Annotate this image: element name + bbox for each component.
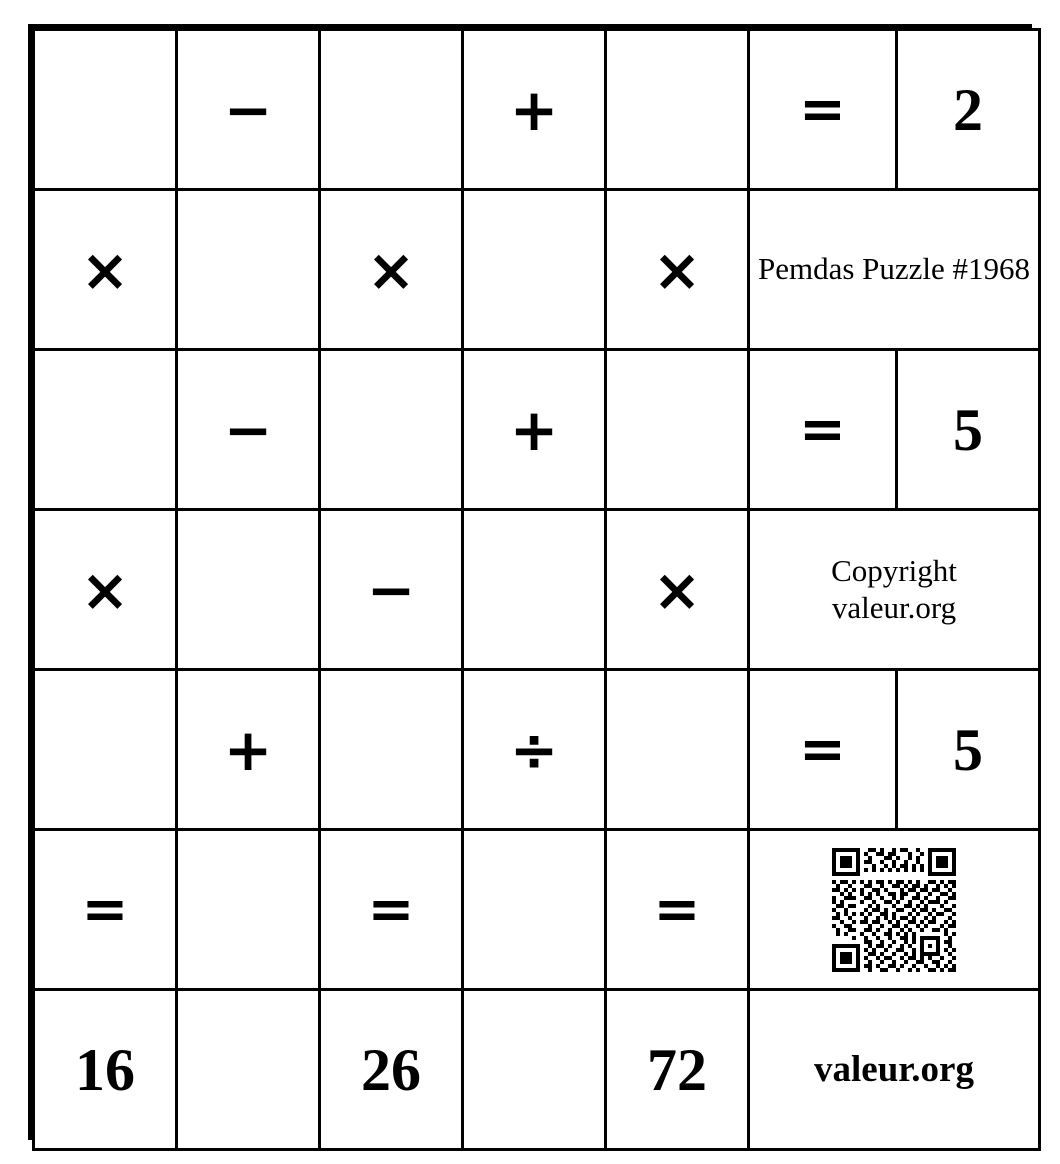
cell-equals-r5 — [749, 670, 897, 830]
multiply-icon: × — [652, 235, 702, 304]
cell-column-total-1 — [34, 990, 177, 1150]
cell-blocked-r2c4 — [463, 190, 606, 350]
table-row — [34, 990, 1040, 1150]
cell-equals-r3 — [749, 350, 897, 510]
result-value: 5 — [953, 716, 983, 783]
minus-icon: − — [223, 395, 273, 464]
cell-column-total-3 — [606, 990, 749, 1150]
multiply-icon: × — [80, 235, 130, 304]
plus-icon: + — [509, 75, 559, 144]
cell-blocked-r7c2 — [177, 990, 320, 1150]
cell-operator-r5c2 — [177, 670, 320, 830]
multiply-icon: × — [652, 555, 702, 624]
cell-operand-r3c1[interactable] — [34, 350, 177, 510]
cell-operator-r2c5 — [606, 190, 749, 350]
puzzle-grid-border — [28, 24, 1032, 1140]
table-row — [34, 510, 1040, 670]
cell-operator-r4c5 — [606, 510, 749, 670]
result-value: 2 — [953, 76, 983, 143]
pemdas-puzzle-grid — [32, 28, 1041, 1151]
cell-operator-r4c3 — [320, 510, 463, 670]
equals-icon: = — [81, 876, 129, 942]
equals-icon: = — [653, 876, 701, 942]
table-row — [34, 670, 1040, 830]
cell-operand-r1c1[interactable] — [34, 30, 177, 190]
cell-operator-r1c4 — [463, 30, 606, 190]
cell-operator-r2c3 — [320, 190, 463, 350]
cell-operand-r1c3[interactable] — [320, 30, 463, 190]
cell-operand-r3c5[interactable] — [606, 350, 749, 510]
result-value: 5 — [953, 396, 983, 463]
cell-blocked-r4c4 — [463, 510, 606, 670]
cell-operator-r3c2 — [177, 350, 320, 510]
cell-equals-r1 — [749, 30, 897, 190]
copyright-cell — [749, 510, 1040, 670]
cell-blocked-r4c2 — [177, 510, 320, 670]
copyright-line-2: valeur.org — [831, 589, 957, 625]
divide-icon: ÷ — [509, 715, 559, 784]
cell-result-r5 — [897, 670, 1040, 830]
cell-operator-r2c1 — [34, 190, 177, 350]
copyright-line-1: Copyright — [831, 552, 957, 588]
cell-result-r1 — [897, 30, 1040, 190]
equals-icon: = — [799, 76, 846, 142]
cell-column-total-2 — [320, 990, 463, 1150]
puzzle-title: Pemdas Puzzle #1968 — [757, 251, 1031, 287]
cell-operator-r1c2 — [177, 30, 320, 190]
table-row — [34, 190, 1040, 350]
cell-operand-r5c5[interactable] — [606, 670, 749, 830]
total-value: 26 — [361, 1036, 421, 1103]
table-row — [34, 830, 1040, 990]
cell-operand-r3c3[interactable] — [320, 350, 463, 510]
table-row — [34, 30, 1040, 190]
minus-icon: − — [366, 555, 416, 624]
brand-cell[interactable] — [749, 990, 1040, 1150]
cell-blocked-r2c2 — [177, 190, 320, 350]
qr-code-icon[interactable] — [750, 844, 1038, 976]
equals-icon: = — [799, 396, 846, 462]
cell-operator-r4c1 — [34, 510, 177, 670]
equals-icon: = — [367, 876, 415, 942]
qr-code-cell — [749, 830, 1040, 990]
table-row — [34, 350, 1040, 510]
multiply-icon: × — [366, 235, 416, 304]
cell-operand-r1c5[interactable] — [606, 30, 749, 190]
plus-icon: + — [223, 715, 273, 784]
puzzle-title-cell — [749, 190, 1040, 350]
cell-operator-r6c1 — [34, 830, 177, 990]
cell-blocked-r7c4 — [463, 990, 606, 1150]
cell-operand-r5c3[interactable] — [320, 670, 463, 830]
equals-icon: = — [799, 716, 846, 782]
total-value: 16 — [75, 1036, 135, 1103]
cell-operator-r6c3 — [320, 830, 463, 990]
brand-label: valeur.org — [814, 1049, 974, 1090]
cell-result-r3 — [897, 350, 1040, 510]
plus-icon: + — [509, 395, 559, 464]
cell-blocked-r6c2 — [177, 830, 320, 990]
cell-operator-r3c4 — [463, 350, 606, 510]
cell-operand-r5c1[interactable] — [34, 670, 177, 830]
total-value: 72 — [647, 1036, 707, 1103]
minus-icon: − — [223, 75, 273, 144]
multiply-icon: × — [80, 555, 130, 624]
cell-operator-r6c5 — [606, 830, 749, 990]
cell-operator-r5c4 — [463, 670, 606, 830]
cell-blocked-r6c4 — [463, 830, 606, 990]
